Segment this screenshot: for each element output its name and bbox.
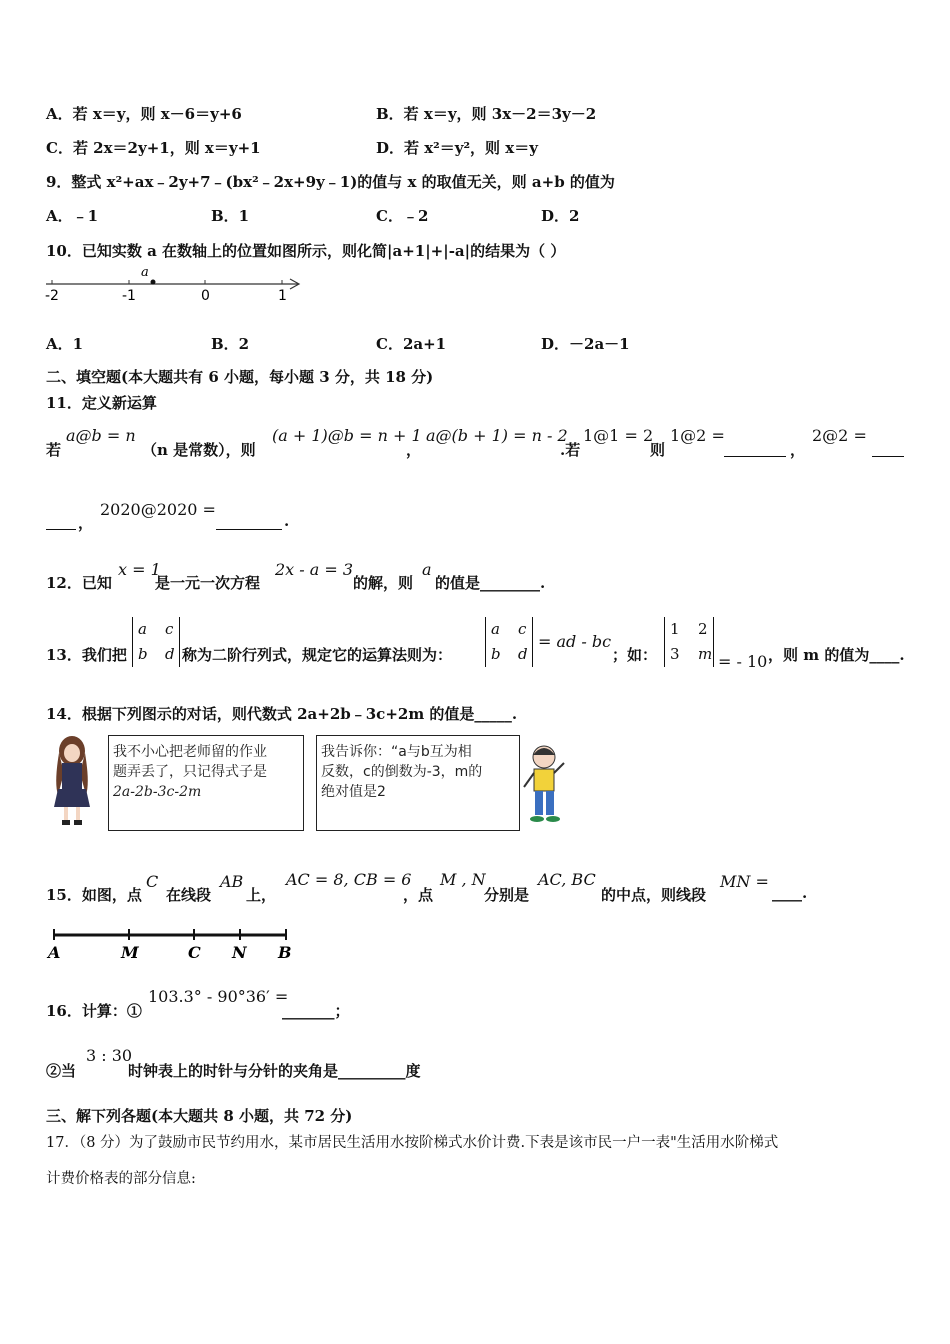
q13-num: 13．我们把 xyxy=(46,646,127,664)
q12-x: x = 1 xyxy=(118,560,161,579)
q11-definition: a@b = n xyxy=(66,426,136,445)
axis-label-0: 0 xyxy=(201,288,210,304)
axis-label-minus1: -1 xyxy=(122,288,136,304)
q11-title: 11．定义新运算 xyxy=(46,394,157,412)
q13-rule: = ad - bc xyxy=(538,632,612,651)
speech-bubble-girl: 我不小心把老师留的作业 题弄丢了，只记得式子是 2a-2b-3c-2m xyxy=(108,735,304,831)
q12-equation: 2x - a = 3 xyxy=(275,560,354,579)
q13-value: = - 10 xyxy=(718,652,768,671)
label-c: C xyxy=(188,943,201,962)
q17-line-1: 17．（8 分）为了鼓励市民节约用水，某市居民生活用水按阶梯式水价计费.下表是该市民一户一表"生活用水阶梯式 xyxy=(46,1135,779,1151)
axis-label-1: 1 xyxy=(278,288,287,304)
q15-point-c: C xyxy=(146,872,159,891)
q16-part2: ②当 xyxy=(46,1062,77,1080)
q11-then-if: .若 xyxy=(560,441,581,459)
q13-determinant-3: 1 2 3 m xyxy=(664,617,714,667)
q15-in: 在线段 xyxy=(166,886,212,904)
q11-note: （n 是常数），则 xyxy=(142,441,256,459)
point-a xyxy=(151,280,156,285)
speech-bubble-boy: 我告诉你：“a与b互为相 反数，c的倒数为-3，m的 绝对值是2 xyxy=(316,735,520,831)
q13-mid: 称为二阶行列式，规定它的运算法则为： xyxy=(182,646,453,664)
q17-line-2: 计费价格表的部分信息: xyxy=(46,1171,196,1187)
q15-on: 上， xyxy=(246,886,277,904)
q10-option-c: C．2a+1 xyxy=(376,335,447,353)
q11-ask-2: 2@2 = xyxy=(812,426,867,445)
q16-expression: 103.3° - 90°36′ = xyxy=(148,987,289,1006)
q16-end: _______； xyxy=(282,1002,350,1020)
q11-ask-3: 2020@2020 = xyxy=(100,500,216,519)
q15-points-mn: M , N xyxy=(440,870,486,889)
q11-rule-2: a@(b + 1) = n - 2 xyxy=(426,426,568,445)
q11-rule-1: (a + 1)@b = n + 1 xyxy=(272,426,422,445)
girl-figure-icon xyxy=(44,733,102,829)
label-n: N xyxy=(232,943,247,962)
q13-end: ，则 m 的值为____. xyxy=(768,646,905,664)
q14-stem: 14．根据下列图示的对话，则代数式 2a+2b﹣3c+2m 的值是_____. xyxy=(46,705,518,723)
q15-end: ____. xyxy=(772,884,808,902)
section-2-heading: 二、填空题(本大题共有 6 小题，每小题 3 分，共 18 分) xyxy=(46,368,434,386)
q12-a: a xyxy=(422,560,432,579)
q10-option-d: D．－2a－1 xyxy=(541,335,630,353)
label-b: B xyxy=(278,943,292,962)
q15-mid: 的中点，则线段 xyxy=(601,886,707,904)
q9-option-a: A．﹣1 xyxy=(46,207,99,225)
q9-stem: 9．整式 x²+ax﹣2y+7﹣(bx²﹣2x+9y﹣1)的值与 x 的取值无关，则 a+b 的值为 xyxy=(46,173,615,191)
q13-determinant-2: a c b d xyxy=(485,617,533,667)
q10-option-b: B．2 xyxy=(211,335,250,353)
q15-segments: AC, BC xyxy=(538,870,596,889)
q12-mid: 是一元一次方程 xyxy=(155,574,261,592)
q11-blank-2[interactable] xyxy=(872,455,904,457)
q16-part2-rest: 时钟表上的时针与分针的夹角是_________度 xyxy=(128,1062,421,1080)
q12-tail: 的解，则 xyxy=(353,574,414,592)
q11-blank-2-cont[interactable] xyxy=(46,528,76,530)
section-3-heading: 三、解下列各题(本大题共 8 小题，共 72 分) xyxy=(46,1107,353,1125)
q8-option-a: A．若 x＝y，则 x－6＝y+6 xyxy=(46,105,242,123)
q9-option-d: D．2 xyxy=(541,207,580,225)
q11-ask-1: 1@2 = xyxy=(670,426,725,445)
q16-time: 3 : 30 xyxy=(86,1046,133,1065)
q8-option-c: C．若 2x＝2y+1，则 x＝y+1 xyxy=(46,139,261,157)
q15-mn-equals: MN = xyxy=(720,872,769,891)
q15-values: AC = 8, CB = 6 xyxy=(286,870,412,889)
q11-blank-3[interactable] xyxy=(216,528,282,530)
q16-num: 16．计算：① xyxy=(46,1002,142,1020)
q10-option-a: A．1 xyxy=(46,335,84,353)
q9-option-b: B．1 xyxy=(211,207,250,225)
q12-num: 12．已知 xyxy=(46,574,112,592)
axis-label-minus2: -2 xyxy=(45,288,59,304)
q15-are: 分别是 xyxy=(484,886,530,904)
q15-pt: ，点 xyxy=(403,886,434,904)
q15-segment-ab: AB xyxy=(220,872,244,891)
q10-stem: 10．已知实数 a 在数轴上的位置如图所示，则化简|a+1|+|-a|的结果为（ ） xyxy=(46,242,566,260)
q12-end: 的值是________. xyxy=(435,574,546,592)
q11-given: 1@1 = 2 xyxy=(583,426,654,445)
q9-option-c: C．﹣2 xyxy=(376,207,429,225)
q11-blank-1[interactable] xyxy=(724,455,786,457)
q8-option-d: D．若 x²＝y²，则 x＝y xyxy=(376,139,538,157)
q15-num: 15．如图，点 xyxy=(46,886,142,904)
q13-determinant-1: a c b d xyxy=(132,617,180,667)
boy-figure-icon xyxy=(520,743,570,829)
label-a: A xyxy=(48,943,61,962)
q11-then: 则 xyxy=(650,441,666,459)
label-m: M xyxy=(121,943,139,962)
segment-figure xyxy=(44,925,294,965)
point-a-label: a xyxy=(141,265,149,280)
q11-comma: ， xyxy=(406,441,422,459)
q11-if: 若 xyxy=(46,441,62,459)
number-line-figure xyxy=(40,262,310,306)
q13-sep: ；如： xyxy=(612,646,658,664)
q8-option-b: B．若 x＝y，则 3x－2＝3y－2 xyxy=(376,105,597,123)
